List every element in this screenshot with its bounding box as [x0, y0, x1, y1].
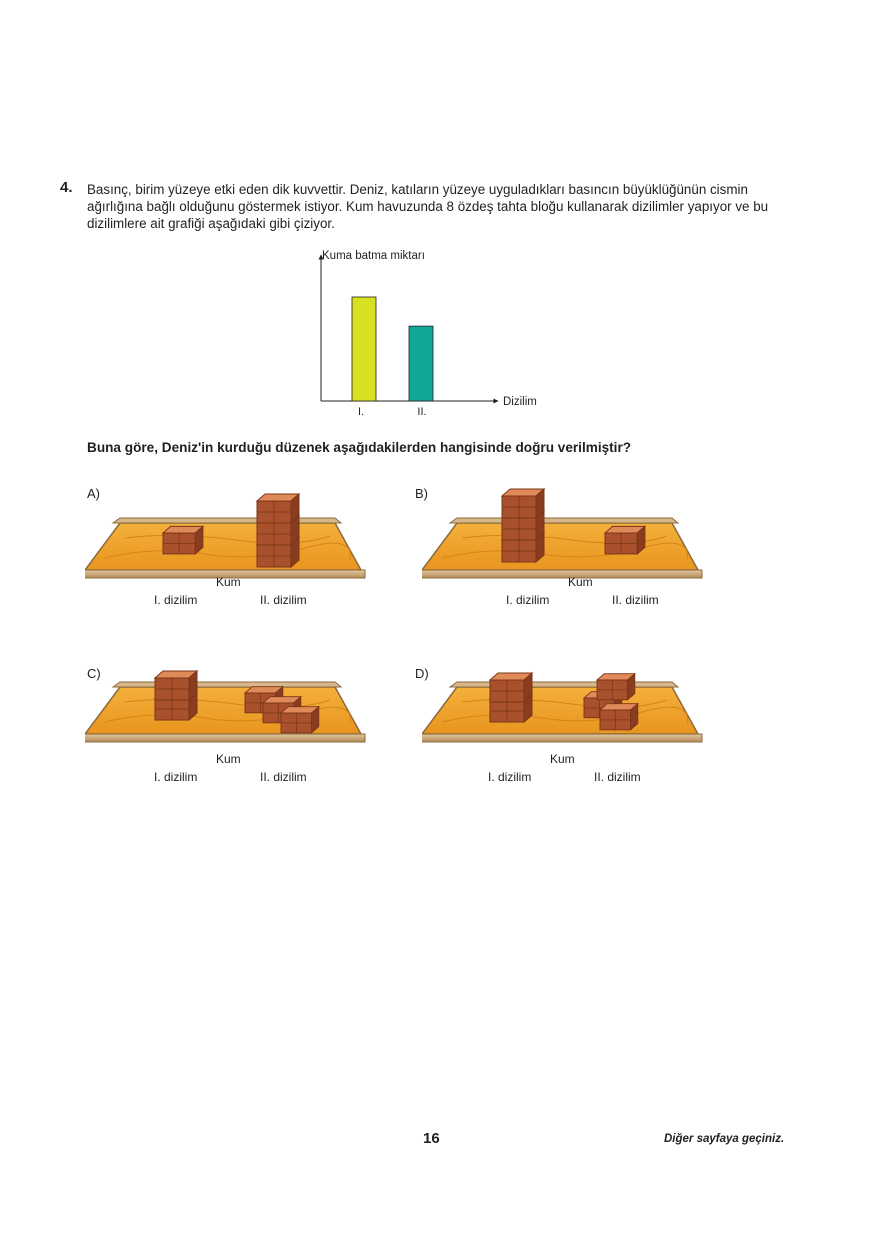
- option-c-letter[interactable]: C): [87, 666, 101, 681]
- page-number: 16: [423, 1130, 440, 1147]
- option-a-left-label: I. dizilim: [154, 593, 198, 607]
- question-number: 4.: [60, 179, 73, 196]
- bar-chart: [300, 245, 560, 425]
- question-prompt: Buna göre, Deniz'in kurduğu düzenek aşağıdakilerden hangisinde doğru verilmiştir?: [87, 440, 632, 455]
- option-d-right-label: II. dizilim: [594, 770, 641, 784]
- y-axis-label: Kuma batma miktarı: [322, 250, 425, 262]
- option-b-left-label: I. dizilim: [506, 593, 550, 607]
- option-c-sandbox[interactable]: [85, 668, 370, 763]
- question-text: Basınç, birim yüzeye etki eden dik kuvvettir. Deniz, katıların yüzeye uyguladıkları basıncın büyüklüğünün cismin ağırlığına bağlı olduğunu göstermek istiyor. Kum havuzunda 8 özdeş tahta bloğu kullanarak dizilimler yapıyor ve bu dizilimlere ait grafiği aşağıdaki gibi çiziyor.: [87, 182, 769, 231]
- x-tick-label-II: II.: [417, 406, 427, 418]
- option-a-right-label: II. dizilim: [260, 593, 307, 607]
- option-b-sandbox[interactable]: [422, 488, 707, 583]
- option-b-letter[interactable]: B): [415, 486, 428, 501]
- bar-II: [409, 326, 433, 401]
- next-page-note: Diğer sayfaya geçiniz.: [664, 1133, 785, 1145]
- option-d-kum-label: Kum: [550, 752, 575, 766]
- option-a-sandbox[interactable]: [85, 488, 370, 583]
- option-d-left-label: I. dizilim: [488, 770, 532, 784]
- x-axis-label: Dizilim: [503, 396, 537, 408]
- option-c-left-label: I. dizilim: [154, 770, 198, 784]
- option-b-right-label: II. dizilim: [612, 593, 659, 607]
- option-d-sandbox[interactable]: [422, 668, 707, 763]
- option-c-kum-label: Kum: [216, 752, 241, 766]
- option-a-kum-label: Kum: [216, 575, 241, 589]
- x-tick-label-I: I.: [357, 406, 365, 418]
- option-b-kum-label: Kum: [568, 575, 593, 589]
- bar-I: [352, 297, 376, 401]
- option-d-letter[interactable]: D): [415, 666, 429, 681]
- option-a-letter[interactable]: A): [87, 486, 100, 501]
- option-c-right-label: II. dizilim: [260, 770, 307, 784]
